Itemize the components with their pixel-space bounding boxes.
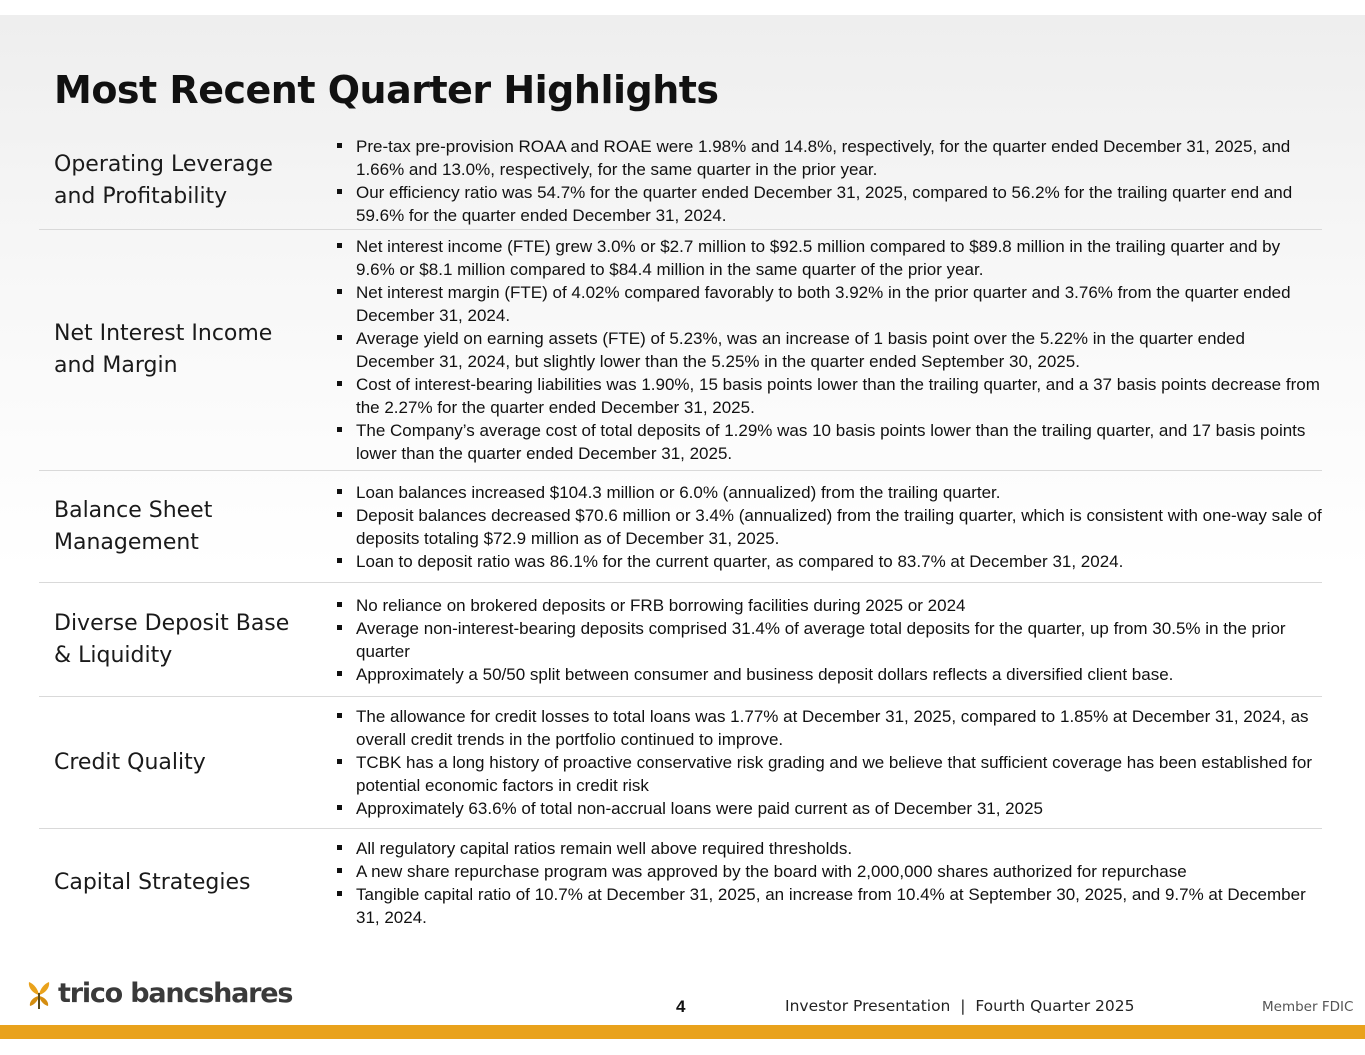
page-title: Most Recent Quarter Highlights xyxy=(54,68,719,112)
bullet-list xyxy=(336,594,1322,686)
section-operating-leverage xyxy=(39,132,1322,230)
bullet-item: Average yield on earning assets (FTE) of 5.23%, was an increase of 1 basis point over the 5.22% in the quarter ended December 31, 2024, but slightly lower than the 5.25% in the quarter ended September 30, 2025. xyxy=(336,327,1322,373)
section-label-line: & Liquidity xyxy=(54,642,173,668)
bullet-item: Approximately 63.6% of total non-accrual loans were paid current as of December 31, 2025 xyxy=(336,797,1322,820)
bullet-item: Net interest income (FTE) grew 3.0% or $2.7 million to $92.5 million compared to $89.8 million in the trailing quarter and by 9.6% or $8.1 million compared to $84.4 million in the same quarter of the prior year. xyxy=(336,235,1322,281)
section-label-line: and Profitability xyxy=(54,183,228,209)
bullet-item: Average non-interest-bearing deposits comprised 31.4% of average total deposits for the quarter, up from 30.5% in the prior quarter xyxy=(336,617,1322,663)
bullet-item: TCBK has a long history of proactive conservative risk grading and we believe that sufficient coverage has been established for potential economic factors in credit risk xyxy=(336,751,1322,797)
section-label xyxy=(39,149,336,213)
bullet-item: Approximately a 50/50 split between consumer and business deposit dollars reflects a diversified client base. xyxy=(336,663,1322,686)
section-label-line: Operating Leverage xyxy=(54,151,273,177)
page-number: 4 xyxy=(676,997,686,1016)
logo-text: trico bancshares xyxy=(58,978,293,1009)
section-label-line: and Margin xyxy=(54,353,178,378)
bullet-list xyxy=(336,135,1322,227)
accent-bar xyxy=(0,1025,1365,1039)
section-label xyxy=(39,747,336,779)
sunflower-icon xyxy=(24,979,54,1009)
bullet-item: The allowance for credit losses to total loans was 1.77% at December 31, 2025, compared to 1.85% at December 31, 2024, as overall credit trends in the portfolio continued to improve. xyxy=(336,705,1322,751)
section-label-line: Management xyxy=(54,529,199,555)
section-label xyxy=(39,495,336,559)
bullet-list xyxy=(336,235,1322,465)
bullet-item: Deposit balances decreased $70.6 million or 3.4% (annualized) from the trailing quarter, which is consistent with one-way sale of deposits totaling $72.9 million as of December 31, 2025. xyxy=(336,504,1322,550)
bullet-item: Loan balances increased $104.3 million or 6.0% (annualized) from the trailing quarter. xyxy=(336,481,1322,504)
member-fdic-label: Member FDIC xyxy=(1262,999,1354,1015)
bullet-item: All regulatory capital ratios remain well above required thresholds. xyxy=(336,837,1322,860)
section-net-interest-income xyxy=(39,230,1322,471)
bullet-item: Our efficiency ratio was 54.7% for the quarter ended December 31, 2025, compared to 56.2% for the trailing quarter end and 59.6% for the quarter ended December 31, 2024. xyxy=(336,181,1322,227)
bullet-item: Net interest margin (FTE) of 4.02% compared favorably to both 3.92% in the prior quarter and 3.76% from the quarter ended December 31, 2024. xyxy=(336,281,1322,327)
bullet-item: The Company’s average cost of total deposits of 1.29% was 10 basis points lower than the trailing quarter, and 17 basis points lower than the quarter ended December 31, 2025. xyxy=(336,419,1322,465)
highlights-sections xyxy=(39,132,1322,937)
bullet-list xyxy=(336,481,1322,573)
section-credit-quality xyxy=(39,697,1322,829)
company-logo xyxy=(24,978,292,1009)
bullet-item: Cost of interest-bearing liabilities was 1.90%, 15 basis points lower than the trailing quarter, and a 37 basis points decrease from the 2.27% for the quarter ended December 31, 2025. xyxy=(336,373,1322,419)
section-label-line: Net Interest Income xyxy=(54,321,273,346)
bullet-list xyxy=(336,705,1322,820)
bullet-item: Pre-tax pre-provision ROAA and ROAE were 1.98% and 14.8%, respectively, for the quarter ended December 31, 2025, and 1.66% and 13.0%, respectively, for the same quarter in the prior year. xyxy=(336,135,1322,181)
section-label xyxy=(39,318,336,382)
section-label xyxy=(39,608,336,672)
section-label-line: Capital Strategies xyxy=(54,870,251,895)
footer xyxy=(0,975,1365,1025)
section-label-line: Balance Sheet xyxy=(54,497,213,523)
section-deposit-liquidity xyxy=(39,583,1322,697)
section-label-line: Credit Quality xyxy=(54,749,206,775)
section-balance-sheet xyxy=(39,471,1322,583)
bullet-item: Loan to deposit ratio was 86.1% for the current quarter, as compared to 83.7% at December 31, 2024. xyxy=(336,550,1322,573)
bullet-item: No reliance on brokered deposits or FRB borrowing facilities during 2025 or 2024 xyxy=(336,594,1322,617)
bullet-item: Tangible capital ratio of 10.7% at December 31, 2025, an increase from 10.4% at September 30, 2025, and 9.7% at December 31, 2024. xyxy=(336,883,1322,929)
bullet-list xyxy=(336,837,1322,929)
section-capital-strategies xyxy=(39,829,1322,937)
section-label xyxy=(39,867,336,899)
presentation-label: Investor Presentation | Fourth Quarter 2025 xyxy=(785,997,1135,1015)
section-label-line: Diverse Deposit Base xyxy=(54,610,290,636)
bullet-item: A new share repurchase program was approved by the board with 2,000,000 shares authorized for repurchase xyxy=(336,860,1322,883)
